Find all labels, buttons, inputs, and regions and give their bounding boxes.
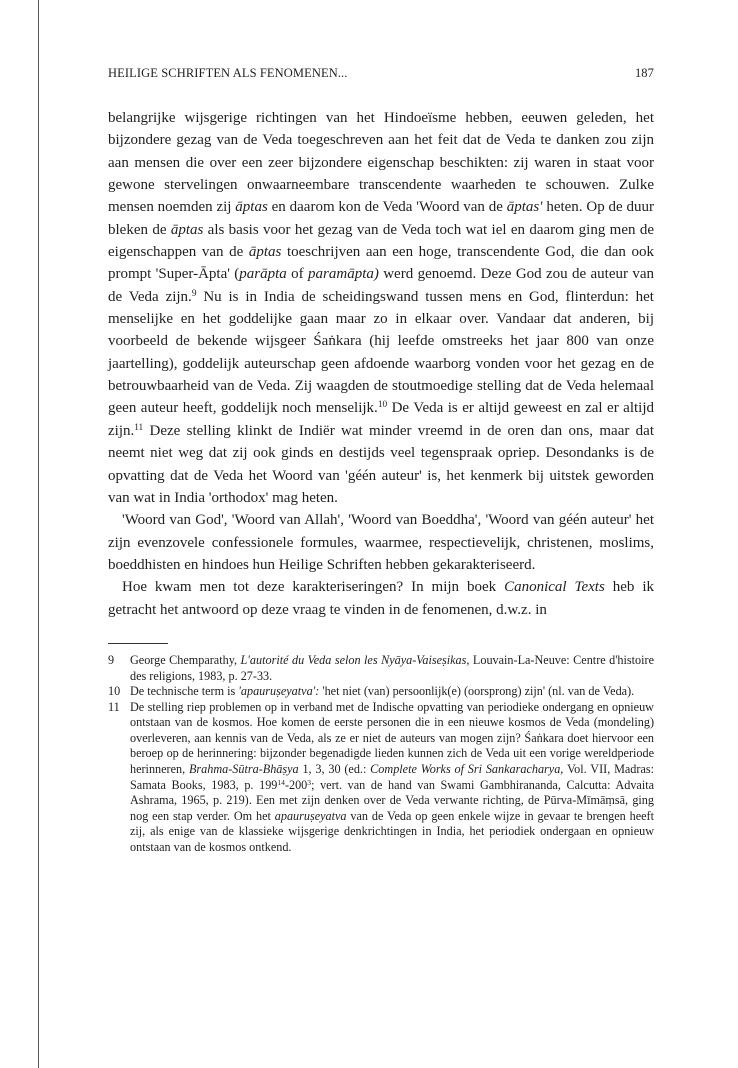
p1-text-4: als basis voor het gezag van de Veda toch wat iel en daarom ging men de eigenschappen van de: [108, 221, 655, 261]
footnote-ref-9[interactable]: 9: [191, 288, 197, 299]
p1-text-1: belangrijke wijsgerige richtingen van het Hindoeïsme hebben, eeuwen geleden, het bijzondere gezag van de Veda toegeschreven aan het feit dat de Veda te danken zou zijn aan mensen die over een zeer bijzondere eigenschap beschikten: zij waren in staat voor gewone stervelingen onwaarneembare transcendente waarheden te schouwen. Zulke mensen noemden zij: [108, 110, 654, 216]
body-text: [108, 107, 654, 621]
p1-text-7: werd genoemd. Deze God zou de auteur van de Veda zijn.: [108, 266, 655, 305]
paragraph-1: [108, 107, 654, 509]
footnote-ref-11[interactable]: 11: [134, 422, 144, 433]
running-head: [108, 66, 654, 86]
footnote-9: [108, 653, 654, 684]
paragraph-3: [108, 576, 654, 621]
fn10-term: 'apauruṣeyatva':: [238, 684, 320, 699]
fn9-text-b: Louvain-La-Neuve: Centre d'histoire des religions, 1983, p. 27-33.: [130, 652, 654, 683]
p3-text-1: Hoe kwam men tot deze karakteriseringen? In mijn boek: [122, 579, 505, 596]
p1-text-3: heten. Op de duur bleken de: [108, 199, 655, 238]
term-aptas: āptas': [506, 199, 543, 216]
p1-text-5: toeschrijven aan een hoge, transcendente God, die dan ook prompt 'Super-Āpta' (: [108, 244, 654, 283]
term-aptas: āptas: [170, 221, 204, 238]
footnote-number: 9: [108, 652, 115, 667]
fn11-text-c2: -200: [284, 777, 308, 792]
page-binding-edge: [38, 0, 39, 1068]
footnote-divider: [108, 643, 168, 644]
term-aptas: āptas: [248, 244, 282, 261]
footnote-11: [108, 700, 654, 856]
fn9-title: L'autorité du Veda selon les Nyāya-Vaiseṣikas,: [240, 652, 470, 667]
term-parapta: parāpta: [239, 266, 287, 283]
fn11-text-b: 1, 3, 30 (ed.:: [298, 762, 371, 777]
fn9-text-a: George Chemparathy,: [130, 652, 241, 667]
page-number: 187: [634, 66, 654, 80]
book-title-canonical-texts: Canonical Texts: [504, 579, 605, 596]
footnotes: [108, 653, 654, 856]
fn11-text-c: Vol. VII, Madras: Samata Books, 1983, p. 199: [130, 762, 655, 792]
fn11-text-e: van de Veda op geen enkele wijze in gevaar te brengen heeft zij, als enige van de klassieke wijsgerige denkrichtingen in India, het periodiek ondergaan en opnieuw ontstaan van de kosmos ontkend.: [130, 808, 654, 855]
footnote-text: [130, 684, 654, 700]
fn10-text-b: 'het niet (van) persoonlijk(e) (oorsprong) zijn' (nl. van de Veda).: [319, 684, 635, 699]
paragraph-2: 'Woord van God', 'Woord van Allah', 'Woord van Boeddha', 'Woord van géén auteur' het zijn evenzovele confessionele formules, waarmee, respectievelijk, christenen, moslims, boeddhisten en hindoes hun Heilige Schriften hebben gekarakteriseerd.: [108, 512, 654, 573]
footnote-ref-10[interactable]: 10: [377, 400, 388, 411]
p1-text-10: Deze stelling klinkt de Indiër wat minder vreemd in de oren dan ons, maar dat neemt niet weg dat zij ook ginds en destijds veel tegenspraak opriep. Desondanks is de opvatting dat de Veda het Woord van 'géén auteur' is, het kenmerk bij uitstek geworden van wat in India 'orthodox' mag heten.: [108, 422, 654, 506]
p1-text-2: en daarom kon de Veda 'Woord van de: [267, 199, 507, 216]
p1-text-9: De Veda is er altijd geweest en zal er altijd zijn.: [108, 400, 655, 439]
fn11-text-d: ; vert. van de hand van Swami Gambhirananda, Calcutta: Advaita Ashrama, 1965, p. 219). Een met zijn denken over de Veda verwante richting, de Pūrva-Mīmāṃsā, ging nog een stap verder. Om het: [130, 777, 655, 823]
fn11-sup-1: 14: [277, 777, 285, 787]
p1-text-8: Nu is in India de scheidingswand tussen mens en God, flinterdun: het menselijke en het goddelijke gaan maar zo in elkaar over. Vandaar dat anderen, bij voorbeeld de bekende wijsgeer Śaṅkara (hij leefde omstreeks het jaar 800 van onze jaartelling), goddelijk auteurschap geen afdoende waarborg vonden voor het gezag en de betrouwbaarheid van de Veda. Zij waagden de stoutmoedige stelling dat de Veda helemaal geen auteur heeft, goddelijk noch menselijk.: [108, 288, 654, 417]
fn11-text-a: De stelling riep problemen op in verband met de Indische opvatting van periodieke ondergang en opnieuw ontstaan van de kosmos. Hoe komen de eerste personen die in een nieuwe kosmos de Veda (mondeling) overleveren, aan kennis van de Veda, als ze er niet de auteurs van mogen zijn? Śaṅkara doet hiervoor een beroep op de herinnering: bijzonder begenadigde lieden kunnen zich de Veda uit een vorige wereldperiode herinneren,: [130, 699, 654, 777]
term-aptas: āptas: [235, 199, 268, 216]
fn11-work: Brahma-Sūtra-Bhāṣya: [188, 762, 299, 777]
fn11-term: apauruṣeyatva: [274, 808, 347, 823]
fn11-sup-2: 3: [307, 777, 312, 787]
footnote-number: 10: [108, 684, 121, 699]
term-paramapta: paramāpta): [308, 266, 379, 283]
fn11-series: Complete Works of Sri Sankaracharya,: [370, 762, 564, 777]
footnote-text: [130, 700, 654, 856]
book-page: [108, 66, 654, 856]
footnote-10: [108, 684, 654, 700]
footnote-text: [130, 653, 654, 684]
footnote-number: 11: [108, 699, 120, 714]
p3-text-2: heb ik getracht het antwoord op deze vraag te vinden in de fenomenen, d.w.z. in: [108, 579, 654, 618]
running-title: HEILIGE SCHRIFTEN ALS FENOMENEN...: [108, 66, 348, 80]
p1-text-6: of: [286, 266, 309, 283]
fn10-text-a: De technische term is: [130, 684, 239, 699]
